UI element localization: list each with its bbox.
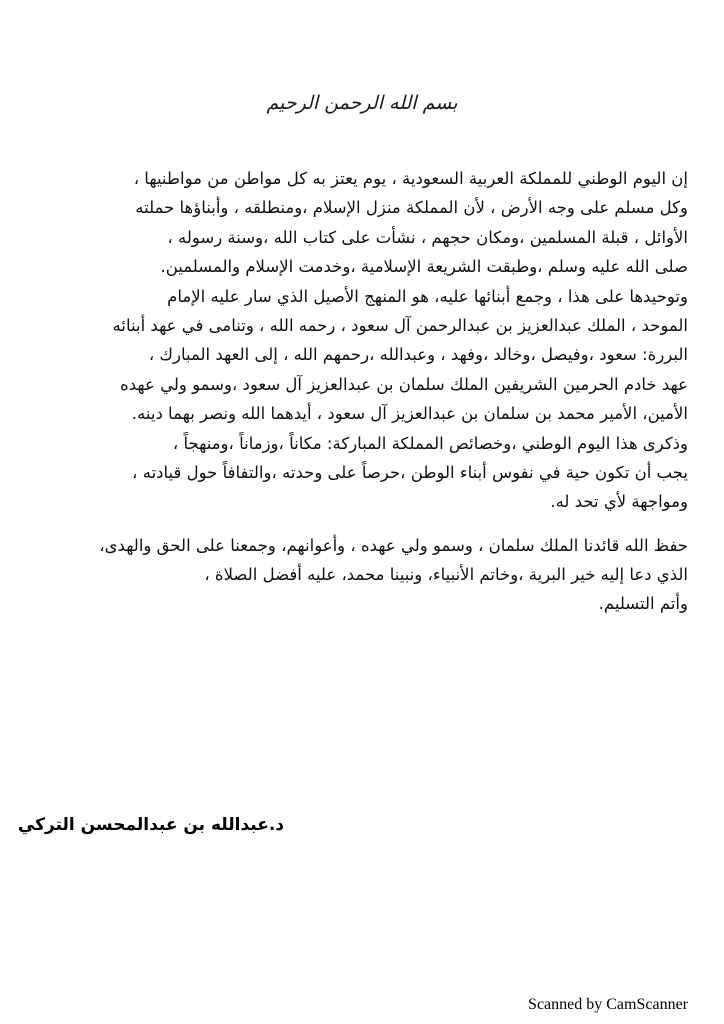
paragraph-spacer <box>40 517 688 531</box>
body-line: حفظ الله قائدنا الملك سلمان ، وسمو ولي عهده ، وأعوانهم، وجمعنا على الحق والهدى، <box>99 535 688 555</box>
body-line: الموحد ، الملك عبدالعزيز بن عبدالرحمن آل سعود ، رحمه الله ، وتنامى في عهد أبنائه <box>112 315 688 335</box>
body-line: وذكرى هذا اليوم الوطني ،وخصائص المملكة المباركة: مكاناً ،وزماناً ،ومنهجاً ، <box>172 433 688 453</box>
body-line: وكل مسلم على وجه الأرض ، لأن المملكة منزل الإسلام ،ومنطلقه ، وأبناؤها حملته <box>135 198 688 218</box>
basmala-heading: بسم الله الرحمن الرحيم <box>266 92 458 114</box>
body-line: ومواجهة لأي تحد له. <box>550 492 688 512</box>
body-line: الأمين، الأمير محمد بن سلمان بن عبدالعزيز آل سعود ، أيدهما الله ونصر بهما دينه. <box>131 404 688 424</box>
body-line: وأتم التسليم. <box>598 594 688 614</box>
body-line: الذي دعا إليه خير البرية ،وخاتم الأنبياء، ونبينا محمد، عليه أفضل الصلاة ، <box>204 565 688 585</box>
body-line: الأوائل ، قبلة المسلمين ،ومكان حجهم ، نشأت على كتاب الله ،وسنة رسوله ، <box>167 227 688 247</box>
body-line: البررة: سعود ،وفيصل ،وخالد ،وفهد ، وعبدالله ،رحمهم الله ، إلى العهد المبارك ، <box>148 345 688 365</box>
letter-body <box>40 164 688 619</box>
body-line: عهد خادم الحرمين الشريفين الملك سلمان بن عبدالعزيز آل سعود ،وسمو ولي عهده <box>120 374 688 394</box>
scanner-watermark: Scanned by CamScanner <box>528 996 688 1013</box>
signature: د.عبدالله بن عبدالمحسن التركي <box>17 815 284 835</box>
body-line: إن اليوم الوطني للمملكة العربية السعودية ، يوم يعتز به كل مواطن من مواطنيها ، <box>133 169 688 188</box>
body-line: صلى الله عليه وسلم ،وطبقت الشريعة الإسلامية ،وخدمت الإسلام والمسلمين. <box>160 257 688 277</box>
body-line: وتوحيدها على هذا ، وجمع أبنائها عليه، هو المنهج الأصيل الذي سار عليه الإمام <box>167 286 688 306</box>
body-line: يجب أن تكون حية في نفوس أبناء الوطن ،حرصاً على وحدته ،والتفافاً حول قيادته ، <box>132 462 688 482</box>
